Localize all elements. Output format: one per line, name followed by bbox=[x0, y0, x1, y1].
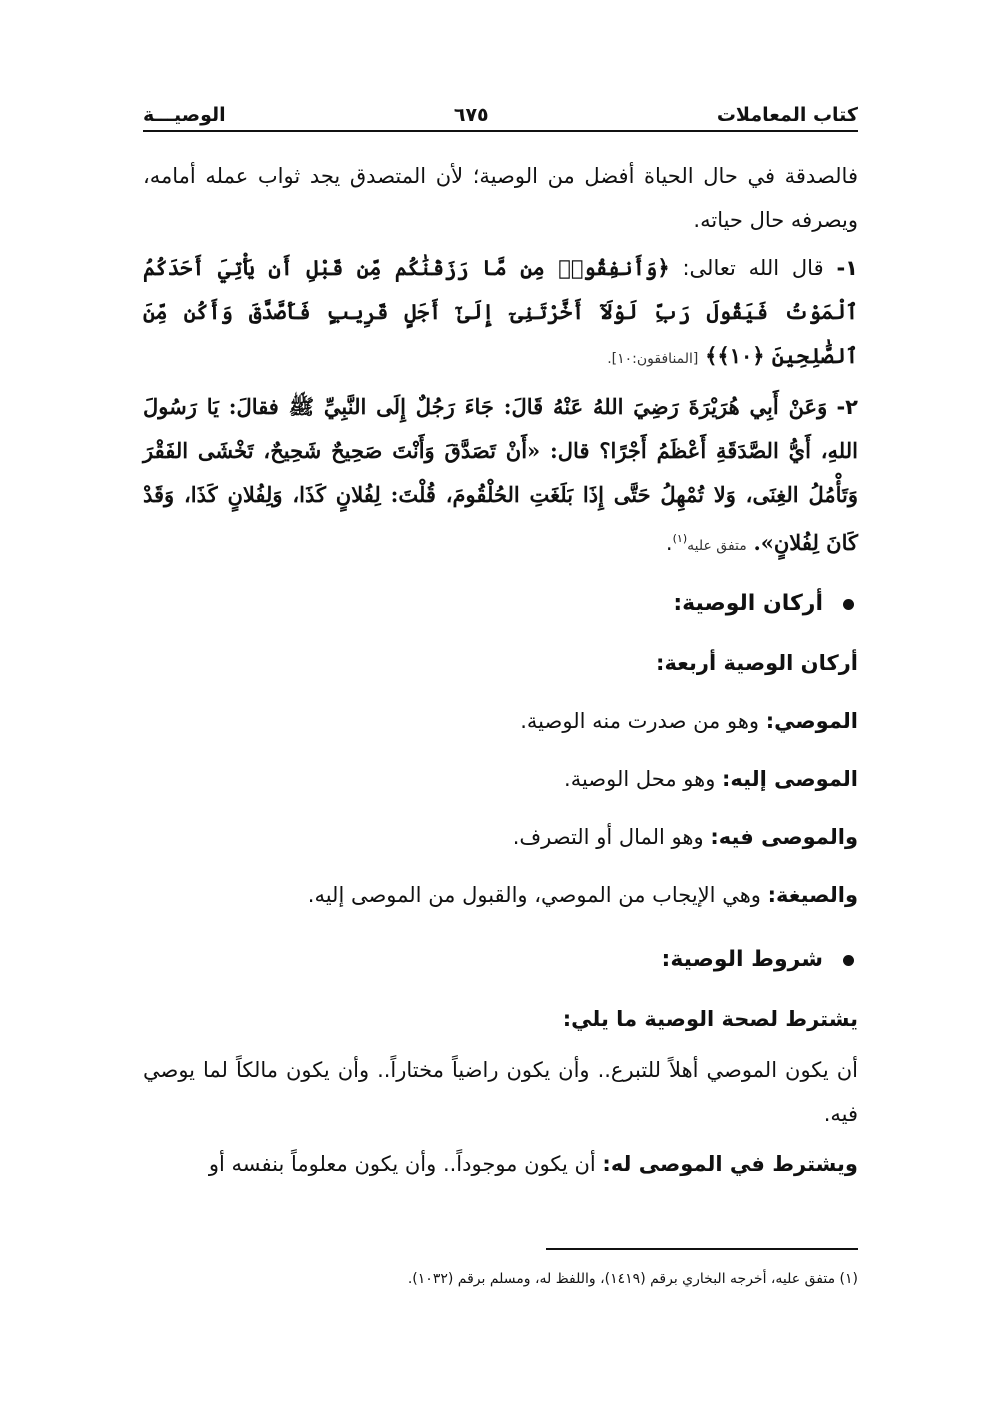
pillar-definition: وهو محل الوصية. bbox=[564, 767, 716, 791]
bullet-icon bbox=[843, 599, 854, 610]
conditions-paragraph-1: أن يكون الموصي أهلاً للتبرع.. وأن يكون راضياً مختاراً.. وأن يكون مالكاً لما يوصي فيه. bbox=[143, 1058, 858, 1126]
footnote-marker: (١) bbox=[672, 532, 688, 545]
sentence-end: . bbox=[665, 531, 673, 555]
header-rule bbox=[143, 130, 858, 132]
pillar-definition: وهو من صدرت منه الوصية. bbox=[520, 709, 760, 733]
conditions-subheading: يشترط لصحة الوصية ما يلي: bbox=[562, 1007, 858, 1031]
condition-text: أن يكون موجوداً.. وأن يكون معلوماً بنفسه أو bbox=[208, 1152, 596, 1176]
chapter-title: الوصيـــة bbox=[143, 104, 226, 126]
quran-verse: ﴿وَأَنفِقُوا۟ مِن مَّا رَزَقْنَٰكُم مِّن قَبْلِ أَن يَأْتِيَ أَحَدَكُمُ ٱلْمَوْتُ فَيَقُولَ رَبِّ لَوْلَآ أَخَّرْتَنِىٓ إِلَىٰٓ أَجَلٍ قَرِيبٍ فَأَصَّدَّقَ وَأَكُن مِّنَ ٱلصَّٰلِحِينَ ﴿١٠﴾﴾ bbox=[143, 255, 858, 368]
pillar-term: والموصى فيه: bbox=[710, 825, 858, 849]
footnote: (١) متفق عليه، أخرجه البخاري برقم (١٤١٩)، واللفظ له، ومسلم برقم (١٠٣٢). bbox=[407, 1271, 858, 1287]
page-number: ٦٧٥ bbox=[453, 104, 489, 126]
hadith-attribution: متفق عليه bbox=[687, 538, 747, 554]
bullet-icon bbox=[843, 955, 854, 966]
book-title: كتاب المعاملات bbox=[716, 104, 858, 126]
condition-term: ويشترط في الموصى له: bbox=[602, 1152, 858, 1176]
footnote-rule bbox=[546, 1248, 858, 1250]
pillar-item bbox=[143, 692, 858, 750]
running-header bbox=[143, 100, 858, 130]
pillar-definition: وهي الإيجاب من الموصي، والقبول من الموصى إليه. bbox=[307, 883, 761, 907]
pillar-term: الموصى إليه: bbox=[722, 767, 858, 791]
evidence-item-1 bbox=[143, 246, 858, 381]
pillar-item bbox=[143, 866, 858, 924]
conditions-heading-text: شروط الوصية: bbox=[661, 947, 823, 972]
pillars-subheading: أركان الوصية أربعة: bbox=[656, 651, 858, 675]
main-text bbox=[143, 154, 858, 1186]
item-number: ٢- bbox=[836, 395, 858, 419]
pillars-heading bbox=[143, 578, 858, 630]
item-lead: قال الله تعالى: bbox=[682, 256, 824, 280]
hadith-text: وَعَنْ أَبِي هُرَيْرَةَ رَضِيَ اللهُ عَنْهُ قَالَ: جَاءَ رَجُلٌ إِلَى النَّبِيِّ ﷺ فقالَ: يَا رَسُولَ اللهِ، أَيُّ الصَّدَقَةِ أَعْظَمُ أَجْرًا؟ قال: «أَنْ تَصَدَّقَ وَأَنْتَ صَحِيحٌ شَحِيحٌ، تَخْشَى الفَقْرَ وَتَأْمُلُ الغِنَى، وَلا تُمْهِلُ حَتَّى إِذَا بَلَغَتِ الحُلْقُومَ، قُلْتَ: لِفُلانٍ كَذَا، وَلِفُلانٍ كَذَا، وَقَدْ كَانَ لِفُلانٍ». bbox=[143, 394, 858, 555]
pillar-term: الموصي: bbox=[765, 709, 858, 733]
pillar-term: والصيغة: bbox=[767, 883, 858, 907]
pillar-item bbox=[143, 750, 858, 808]
evidence-item-2 bbox=[143, 385, 858, 568]
conditions-heading bbox=[143, 934, 858, 986]
conditions-paragraph-2 bbox=[143, 1142, 858, 1186]
intro-paragraph: فالصدقة في حال الحياة أفضل من الوصية؛ لأن المتصدق يجد ثواب عمله أمامه، ويصرفه حال حياته. bbox=[143, 164, 858, 232]
item-number: ١- bbox=[836, 256, 858, 280]
verse-reference: [المنافقون:١٠]. bbox=[607, 351, 699, 367]
pillar-definition: وهو المال أو التصرف. bbox=[512, 825, 704, 849]
pillars-heading-text: أركان الوصية: bbox=[673, 591, 823, 616]
pillar-item bbox=[143, 808, 858, 866]
